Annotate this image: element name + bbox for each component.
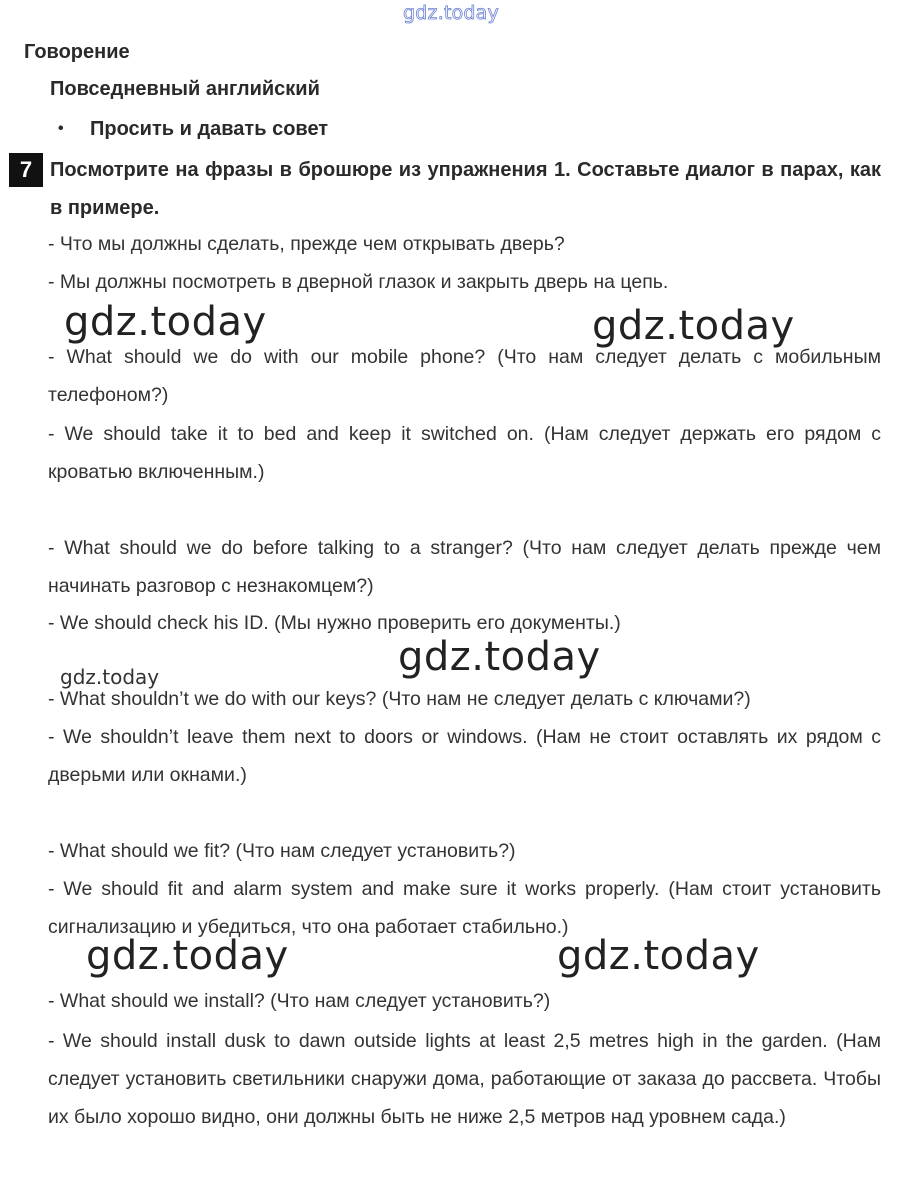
dialogue-line: - What should we install? (Что нам следует установить?)	[48, 990, 551, 1012]
exercise-instruction: Посмотрите на фразы в брошюре из упражнения 1. Составьте диалог в парах, как в примере.	[50, 159, 881, 219]
watermark-small: gdz.today	[60, 665, 160, 689]
dialogue-line: - We should install dusk to dawn outside lights at least 2,5 metres high in the garden. (Нам следует установить светильники снаружи дома, работающие от заказа до рассвета. Чтобы их было хорошо видно, они должны быть не ниже 2,5 метров над уровнем сада.)	[48, 1030, 881, 1128]
dialogue-line: - We should check his ID. (Мы нужно проверить его документы.)	[48, 612, 621, 634]
bullet-icon: •	[58, 120, 64, 137]
dialogue-line: - What should we do with our mobile phone? (Что нам следует делать с мобильным телефоном?)	[48, 346, 881, 406]
topic-label: Просить и давать совет	[90, 118, 329, 140]
watermark-large: gdz.today	[592, 303, 795, 349]
dialogue-line: - We should take it to bed and keep it switched on. (Нам следует держать его рядом с кроватью включенным.)	[48, 423, 881, 483]
watermark-large: gdz.today	[64, 299, 267, 345]
dialogue-line: - Что мы должны сделать, прежде чем открывать дверь?	[48, 233, 565, 255]
watermark-large: gdz.today	[86, 933, 289, 979]
dialogue-line: - We should fit and alarm system and make sure it works properly. (Нам стоит установить сигнализацию и убедиться, что она работает стабильно.)	[48, 878, 881, 938]
watermark-large: gdz.today	[398, 634, 601, 680]
dialogue-line: - Мы должны посмотреть в дверной глазок и закрыть дверь на цепь.	[48, 271, 669, 293]
section-heading: Говорение	[24, 41, 130, 63]
watermark-large: gdz.today	[557, 933, 760, 979]
exercise-number-badge: 7	[9, 153, 43, 187]
dialogue-line: - What shouldn’t we do with our keys? (Что нам не следует делать с ключами?)	[48, 688, 751, 710]
dialogue-line: - What should we do before talking to a stranger? (Что нам следует делать прежде чем начинать разговор с незнакомцем?)	[48, 537, 881, 597]
dialogue-line: - We shouldn’t leave them next to doors or windows. (Нам не стоит оставлять их рядом с дверьми или окнами.)	[48, 726, 881, 786]
dialogue-line: - What should we fit? (Что нам следует установить?)	[48, 840, 516, 862]
topic-heading	[58, 118, 328, 141]
subsection-heading: Повседневный английский	[50, 78, 320, 100]
top-watermark: gdz.today	[403, 2, 499, 24]
